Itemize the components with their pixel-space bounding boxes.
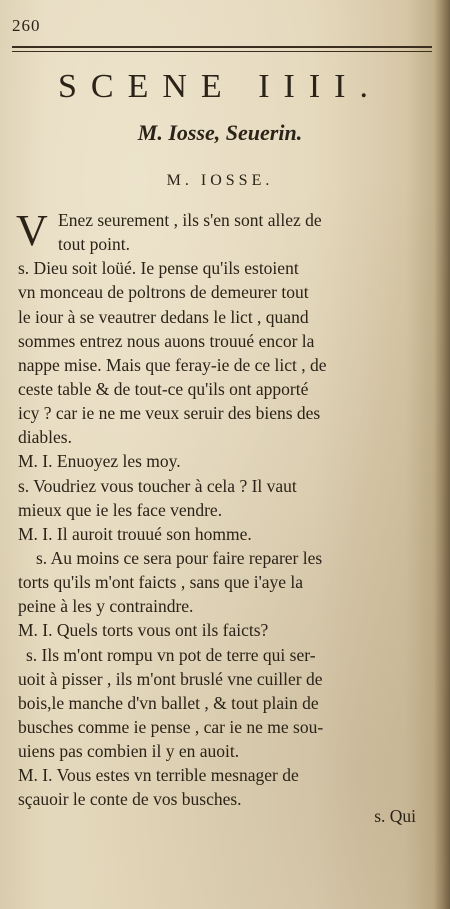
dialogue-line: uoit à pisser , ils m'ont bruslé vne cuiller de <box>18 668 323 689</box>
dialogue-line: ceste table & de tout-ce qu'ils ont apporté <box>18 378 309 399</box>
dialogue-line: s. Au moins ce sera pour faire reparer les <box>36 547 323 568</box>
dialogue-line: torts qu'ils m'ont faicts , sans que i'aye la <box>18 572 304 593</box>
dialogue-line: M. I. Quels torts vous ont ils faicts? <box>18 620 269 641</box>
speaker-heading: M. IOSSE. <box>166 172 274 189</box>
page-edge-shadow <box>434 0 450 909</box>
dialogue-line: M. I. Il auroit trouué son homme. <box>18 523 252 544</box>
dialogue-line: s. Voudriez vous toucher à cela ? Il vaut <box>18 475 297 496</box>
dialogue-line: mieux que ie les face vendre. <box>18 499 223 520</box>
dialogue-line: sommes entrez nous auons trouué encor la <box>18 330 315 351</box>
dialogue-line: s. Ils m'ont rompu vn pot de terre qui ser- <box>26 644 316 665</box>
dialogue-line: vn monceau de poltrons de demeurer tout <box>18 282 309 303</box>
dialogue-line: uiens pas combien il y en auoit. <box>18 741 240 762</box>
dialogue-text <box>18 208 418 812</box>
dialogue-line: tout point. <box>58 234 130 255</box>
catchword: s. Qui <box>374 806 416 826</box>
dialogue-line: M. I. Enuoyez les moy. <box>18 451 181 472</box>
drop-cap: V <box>16 206 48 255</box>
scene-title: SCENE IIII. <box>58 68 382 105</box>
dialogue-line: peine à les y contraindre. <box>18 596 194 617</box>
dialogue-line: icy ? car ie ne me veux seruir des biens des <box>18 403 321 424</box>
page-number: 260 <box>12 16 41 35</box>
dialogue-line: M. I. Vous estes vn terrible mesnager de <box>18 765 299 786</box>
dialogue-line: nappe mise. Mais que feray-ie de ce lict , de <box>18 354 327 375</box>
header-rule <box>12 46 432 52</box>
dialogue-line: busches comme ie pense , car ie ne me sou- <box>18 716 324 737</box>
dialogue-line: s. Dieu soit loüé. Ie pense qu'ils estoient <box>18 258 299 279</box>
dialogue-line-text: Enez seurement , ils s'en sont allez de <box>58 210 322 230</box>
dialogue-line: bois,le manche d'vn ballet , & tout plain de <box>18 692 319 713</box>
characters-line: M. Iosse, Seuerin. <box>137 120 303 145</box>
dialogue-line: le iour à se veautrer dedans le lict , quand <box>18 306 309 327</box>
dialogue-line: sçauoir le conte de vos busches. <box>18 789 242 810</box>
dialogue-line: diables. <box>18 427 72 448</box>
